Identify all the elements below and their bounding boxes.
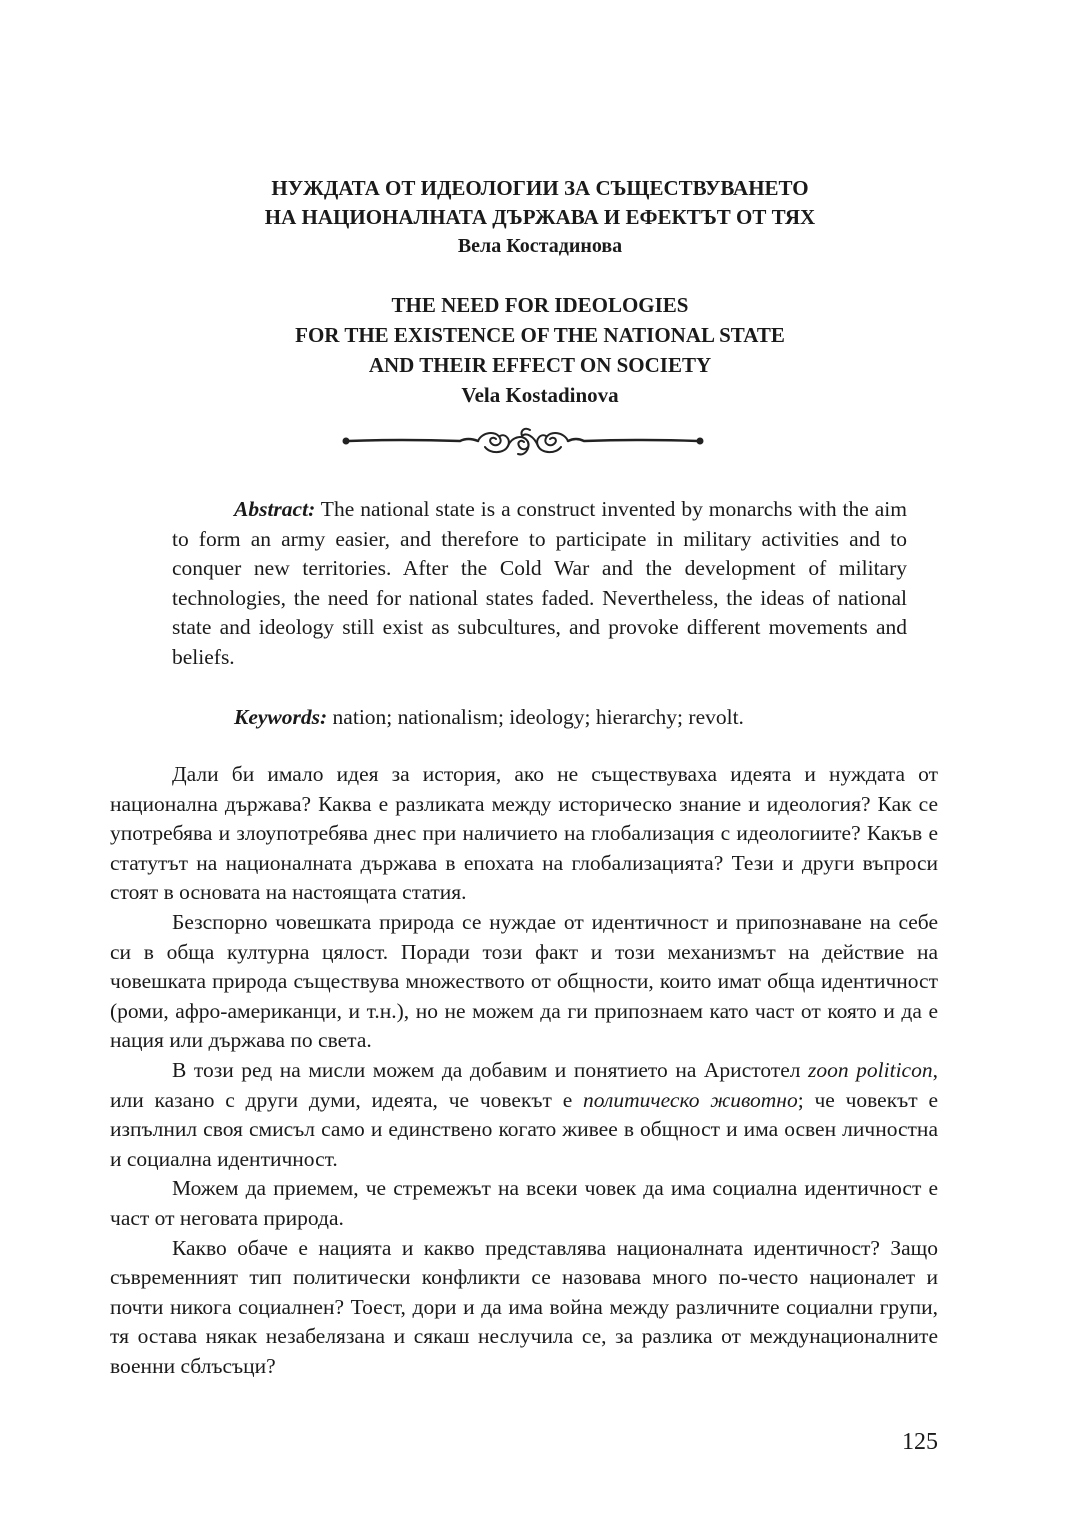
page-number: 125 [902, 1429, 938, 1455]
p3-term-zoon-politicon: zoon politicon [808, 1057, 933, 1082]
title-bulgarian [0, 174, 1080, 261]
title-en-line-3: AND THEIR EFFECT ON SOCIETY [368, 353, 712, 377]
article-body [110, 760, 938, 1381]
body-paragraph-3 [110, 1056, 938, 1174]
ornament-divider [340, 420, 706, 460]
author-bg: Вела Костадинова [457, 235, 623, 257]
body-paragraph-5: Какво обаче е нацията и какво представлява националната идентичност? Защо съвременният тип политически конфликти се назовава много по-често националет и почти никога социалнен? Тоест, дори и да има война между различните социални групи, тя остава някак незабелязана и сякаш неслучила се, за разлика от междунационалните военни сблъсъци? [110, 1235, 938, 1378]
keywords [172, 702, 907, 732]
abstract-text: The national state is a construct invented by monarchs with the aim to form an army easier, and therefore to participate in military activities and to conquer new territories. After the Cold War and the development of military technologies, the need for national states faded. Nevertheless, the ideas of national state and ideology still exist as subcultures, and provoke different movements and beliefs. [172, 497, 907, 669]
p3-part-c: , или казано с други думи, идеята, че човекът е [110, 1057, 938, 1112]
keywords-text: nation; nationalism; ideology; hierarchy; revolt. [327, 705, 744, 729]
body-paragraph-1: Дали би имало идея за история, ако не съществуваха идеята и нуждата от национална държава? Каква е разликата между историческо знание и идеология? Как се употребява и злоупотребява днес при наличието на глобализация с идеологиите? Какъв е статутът на националната държава в епохата на глобализацията? Тези и други въпроси стоят в основата на настоящата статия. [110, 762, 938, 905]
body-paragraph-2: Безспорно човешката природа се нуждае от идентичност и припознаване на себе си в обща културна цялост. Поради този факт и този механизмът на действие на човешката природа съществува множеството от общности, които имат обща идентичност (роми, афро-американци, и т.н.), но не можем да ги припознаем като част от която и да е нация или държава по света. [110, 909, 938, 1053]
p3-part-e: ; че човекът е изпълнил своя смисъл само и единствено когато живее в общност и има освен личностна и социална идентичност. [110, 1087, 939, 1171]
title-bg-line-1: НУЖДАТА ОТ ИДЕОЛОГИИ ЗА СЪЩЕСТВУВАНЕТО [271, 176, 809, 200]
title-english [0, 290, 1080, 410]
abstract-label: Abstract: [234, 497, 316, 521]
title-en-line-1: THE NEED FOR IDEOLOGIES [391, 293, 689, 317]
p3-part-a: В този ред на мисли можем да добавим и понятието на Аристотел [172, 1057, 809, 1082]
abstract [172, 495, 907, 673]
abstract-paragraph [172, 495, 907, 673]
keywords-label: Keywords: [234, 705, 328, 729]
author-en: Vela Kostadinova [461, 383, 619, 407]
title-en-line-2: FOR THE EXISTENCE OF THE NATIONAL STATE [295, 323, 785, 347]
body-paragraph-4: Можем да приемем, че стремежът на всеки човек да има социална идентичност е част от неговата природа. [110, 1176, 938, 1230]
title-bg-line-2: НА НАЦИОНАЛНАТА ДЪРЖАВА И ЕФЕКТЪТ ОТ ТЯХ [264, 205, 816, 229]
p3-term-political-animal: политическо животно [583, 1087, 798, 1112]
